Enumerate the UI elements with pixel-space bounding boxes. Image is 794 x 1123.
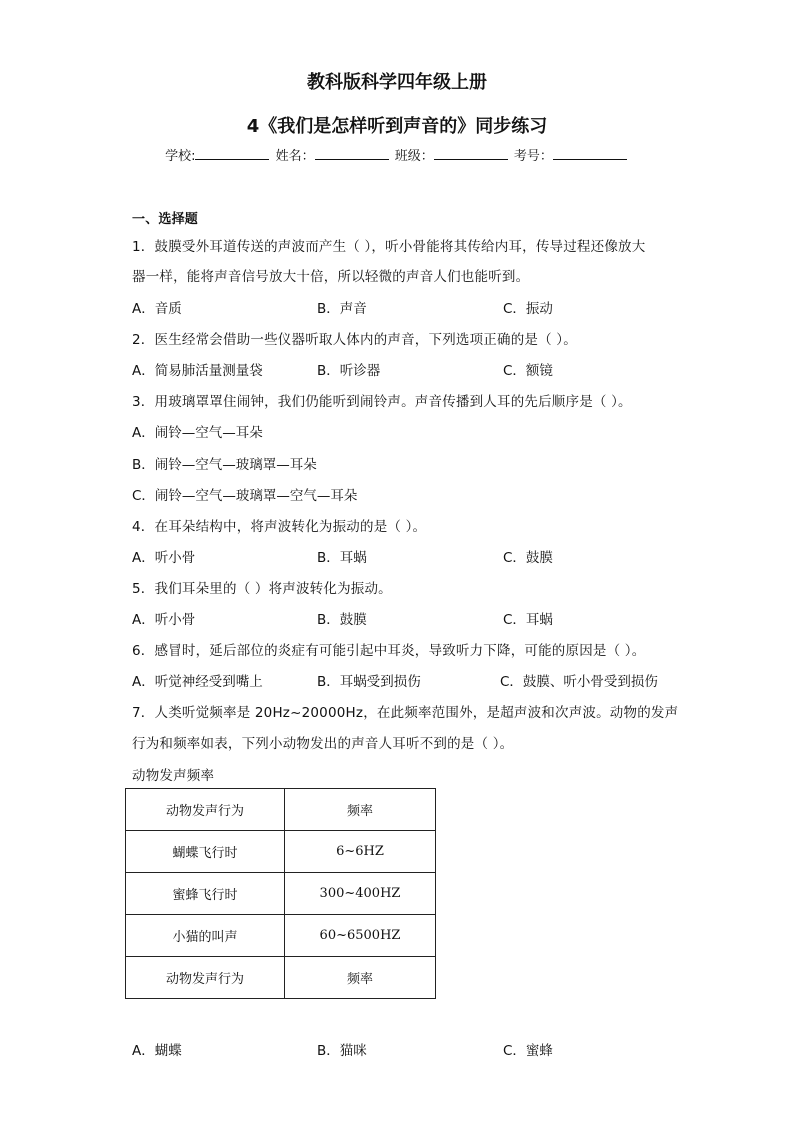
question-1-option-c: C．振动 bbox=[503, 301, 553, 317]
class-blank bbox=[434, 147, 508, 160]
question-1-line-2: 器一样，能将声音信号放大十倍，所以轻微的声音人们也能听到。 bbox=[132, 269, 530, 285]
exam-number-blank bbox=[553, 147, 627, 160]
table-row bbox=[126, 873, 436, 915]
question-7-line-1: 7．人类听觉频率是 20Hz~20000Hz，在此频率范围外，是超声波和次声波。动物的发声 bbox=[132, 705, 679, 721]
question-4-option-b: B．耳蜗 bbox=[317, 550, 367, 566]
question-7-option-a: A．蝴蝶 bbox=[132, 1043, 182, 1059]
question-1-option-b: B．声音 bbox=[317, 301, 367, 317]
question-2-option-b: B．听诊器 bbox=[317, 363, 381, 379]
table-cell: 300~400HZ bbox=[285, 873, 436, 915]
question-4-option-c: C．鼓膜 bbox=[503, 550, 553, 566]
exam-number-label: 考号： bbox=[513, 149, 553, 164]
question-2-option-a: A．简易肺活量测量袋 bbox=[132, 363, 263, 379]
school-blank bbox=[195, 147, 269, 160]
table-caption: 动物发声频率 bbox=[132, 768, 215, 784]
table-row bbox=[126, 915, 436, 957]
name-label: 姓名： bbox=[275, 149, 315, 164]
question-7-option-c: C．蜜蜂 bbox=[503, 1043, 553, 1059]
class-label: 班级： bbox=[394, 149, 434, 164]
table-row bbox=[126, 789, 436, 831]
question-6-line-1: 6．感冒时，延后部位的炎症有可能引起中耳炎，导致听力下降，可能的原因是（ ）。 bbox=[132, 643, 646, 659]
question-5-option-b: B．鼓膜 bbox=[317, 612, 367, 628]
name-blank bbox=[315, 147, 389, 160]
table-cell: 蜜蜂飞行时 bbox=[126, 873, 285, 915]
table-cell: 频率 bbox=[285, 957, 436, 999]
question-3-option-c: C．闹铃—空气—玻璃罩—空气—耳朵 bbox=[132, 488, 358, 504]
table-row bbox=[126, 957, 436, 999]
question-6-option-c: C．鼓膜、听小骨受到损伤 bbox=[500, 674, 658, 690]
table-cell: 动物发声行为 bbox=[126, 789, 285, 831]
table-row bbox=[126, 831, 436, 873]
frequency-table bbox=[125, 788, 436, 999]
question-1-line-1: 1．鼓膜受外耳道传送的声波而产生（ ），听小骨能将其传给内耳，传导过程还像放大 bbox=[132, 239, 646, 255]
question-2-line-1: 2．医生经常会借助一些仪器听取人体内的声音，下列选项正确的是（ ）。 bbox=[132, 332, 577, 348]
student-info-line bbox=[0, 145, 794, 164]
table-cell: 小猫的叫声 bbox=[126, 915, 285, 957]
section-heading: 一、选择题 bbox=[132, 212, 199, 227]
question-1-option-a: A．音质 bbox=[132, 301, 182, 317]
document-title: 教科版科学四年级上册 bbox=[307, 72, 487, 93]
question-6-option-a: A．听觉神经受到嘴上 bbox=[132, 674, 263, 690]
school-label: 学校: bbox=[165, 149, 196, 164]
table-cell: 频率 bbox=[285, 789, 436, 831]
question-3-option-a: A．闹铃—空气—耳朵 bbox=[132, 425, 263, 441]
question-6-option-b: B．耳蜗受到损伤 bbox=[317, 674, 421, 690]
question-7-line-2: 行为和频率如表，下列小动物发出的声音人耳听不到的是（ ）。 bbox=[132, 736, 514, 752]
question-3-option-b: B．闹铃—空气—玻璃罩—耳朵 bbox=[132, 457, 317, 473]
question-5-line-1: 5．我们耳朵里的（ ）将声波转化为振动。 bbox=[132, 581, 392, 597]
table-cell: 60~6500HZ bbox=[285, 915, 436, 957]
table-cell: 蝴蝶飞行时 bbox=[126, 831, 285, 873]
question-4-option-a: A．听小骨 bbox=[132, 550, 196, 566]
document-subtitle: 4《我们是怎样听到声音的》同步练习 bbox=[246, 116, 548, 137]
question-2-option-c: C．额镜 bbox=[503, 363, 553, 379]
question-5-option-a: A．听小骨 bbox=[132, 612, 196, 628]
question-7-option-b: B．猫咪 bbox=[317, 1043, 367, 1059]
question-4-line-1: 4．在耳朵结构中，将声波转化为振动的是（ ）。 bbox=[132, 519, 427, 535]
table-cell: 6~6HZ bbox=[285, 831, 436, 873]
question-3-line-1: 3．用玻璃罩罩住闹钟，我们仍能听到闹铃声。声音传播到人耳的先后顺序是（ ）。 bbox=[132, 394, 632, 410]
table-cell: 动物发声行为 bbox=[126, 957, 285, 999]
question-5-option-c: C．耳蜗 bbox=[503, 612, 553, 628]
